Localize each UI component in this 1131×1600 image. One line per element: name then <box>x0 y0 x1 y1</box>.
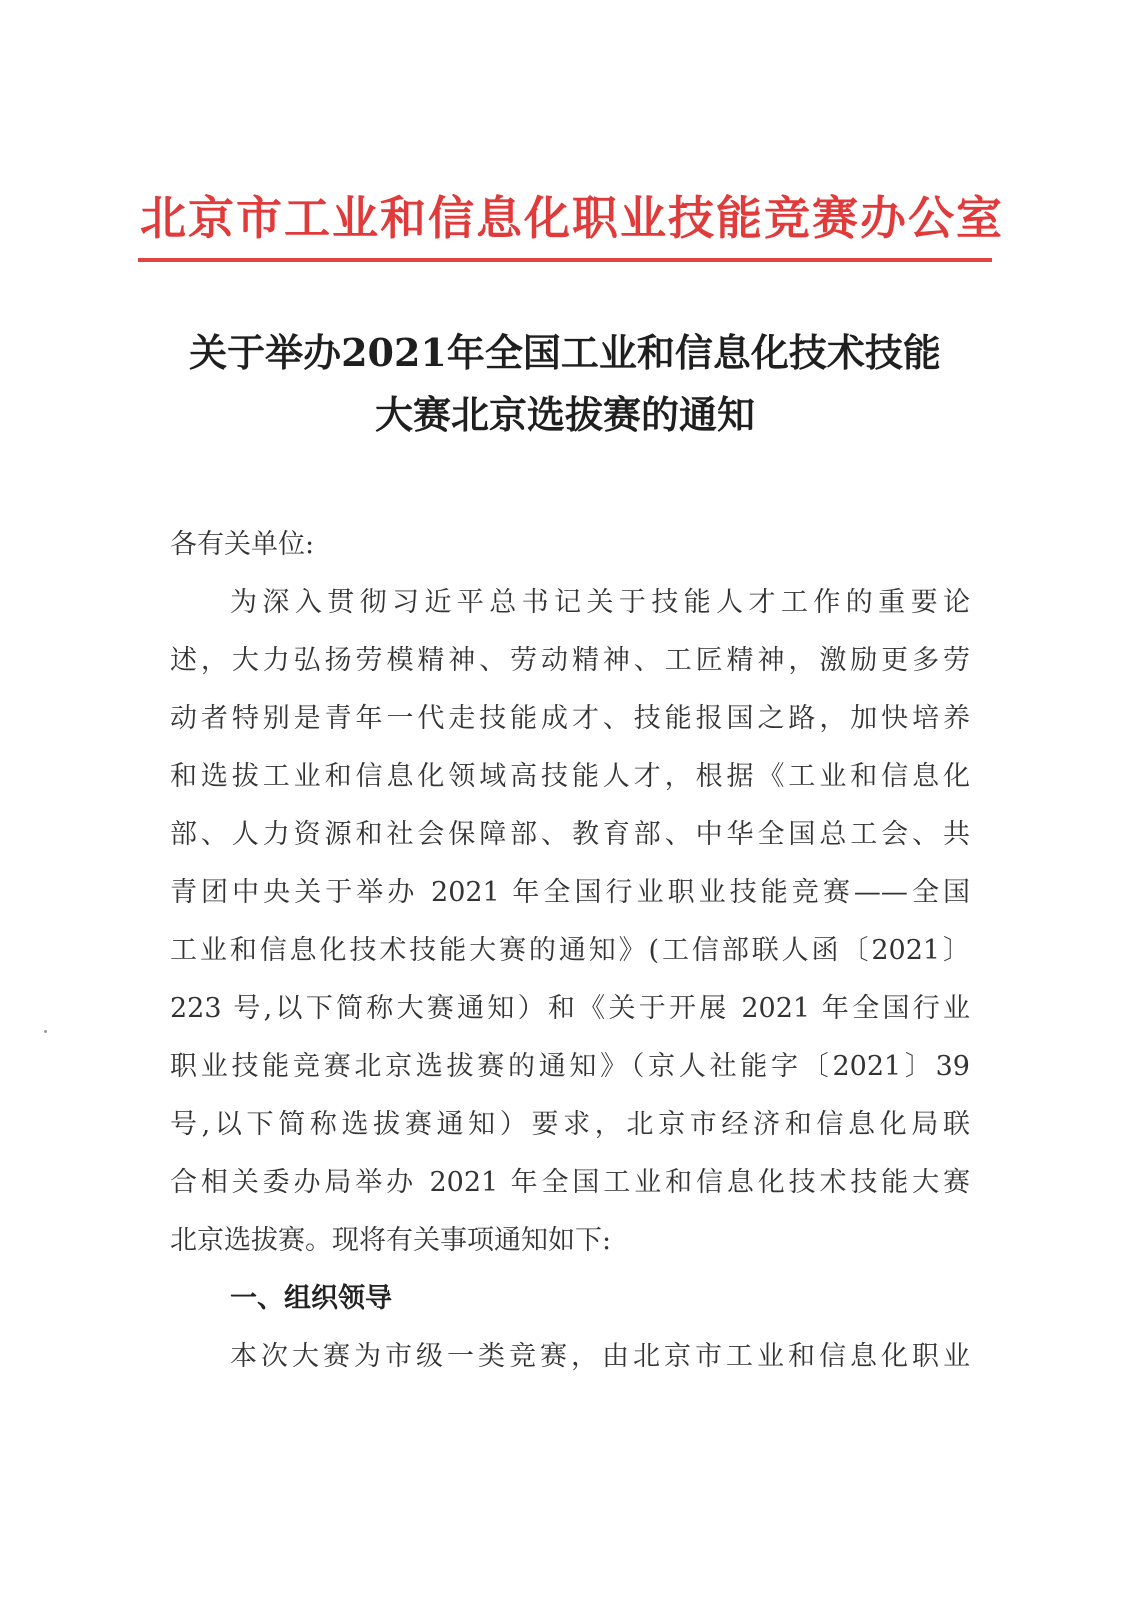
document-title <box>150 322 980 446</box>
paragraph-line: 工业和信息化技术技能大赛的通知》(工信部联人函〔2021〕 <box>170 935 970 966</box>
paragraph-line: 223 号,以下简称大赛通知）和《关于开展 2021 年全国行业 <box>170 993 970 1024</box>
paragraph-line: 北京选拔赛。现将有关事项通知如下: <box>170 1225 612 1256</box>
red-divider-line <box>138 258 992 262</box>
scan-mark <box>44 1030 47 1033</box>
paragraph-line: 和选拔工业和信息化领域高技能人才，根据《工业和信息化 <box>170 761 970 792</box>
org-header: 北京市工业和信息化职业技能竞赛办公室 <box>140 191 1004 245</box>
paragraph-line: 本次大赛为市级一类竞赛，由北京市工业和信息化职业 <box>230 1341 970 1372</box>
paragraph-line: 合相关委办局举办 2021 年全国工业和信息化技术技能大赛 <box>170 1167 970 1198</box>
section-heading: 一、组织领导 <box>230 1283 392 1314</box>
document-body <box>170 516 970 1386</box>
paragraph-line: 部、人力资源和社会保障部、教育部、中华全国总工会、共 <box>170 819 970 850</box>
title-line-1: 关于举办2021年全国工业和信息化技术技能 <box>189 330 941 375</box>
paragraph-line: 为深入贯彻习近平总书记关于技能人才工作的重要论 <box>230 587 970 618</box>
paragraph-line: 动者特别是青年一代走技能成才、技能报国之路，加快培养 <box>170 703 970 734</box>
paragraph-line: 述，大力弘扬劳模精神、劳动精神、工匠精神，激励更多劳 <box>170 645 970 676</box>
paragraph-line: 职业技能竞赛北京选拔赛的通知》（京人社能字〔2021〕39 <box>170 1051 970 1082</box>
paragraph-line: 号,以下简称选拔赛通知）要求，北京市经济和信息化局联 <box>170 1109 970 1140</box>
salutation: 各有关单位: <box>170 529 315 560</box>
title-line-2: 大赛北京选拔赛的通知 <box>374 392 755 437</box>
paragraph-line: 青团中央关于举办 2021 年全国行业职业技能竞赛——全国 <box>170 877 970 908</box>
